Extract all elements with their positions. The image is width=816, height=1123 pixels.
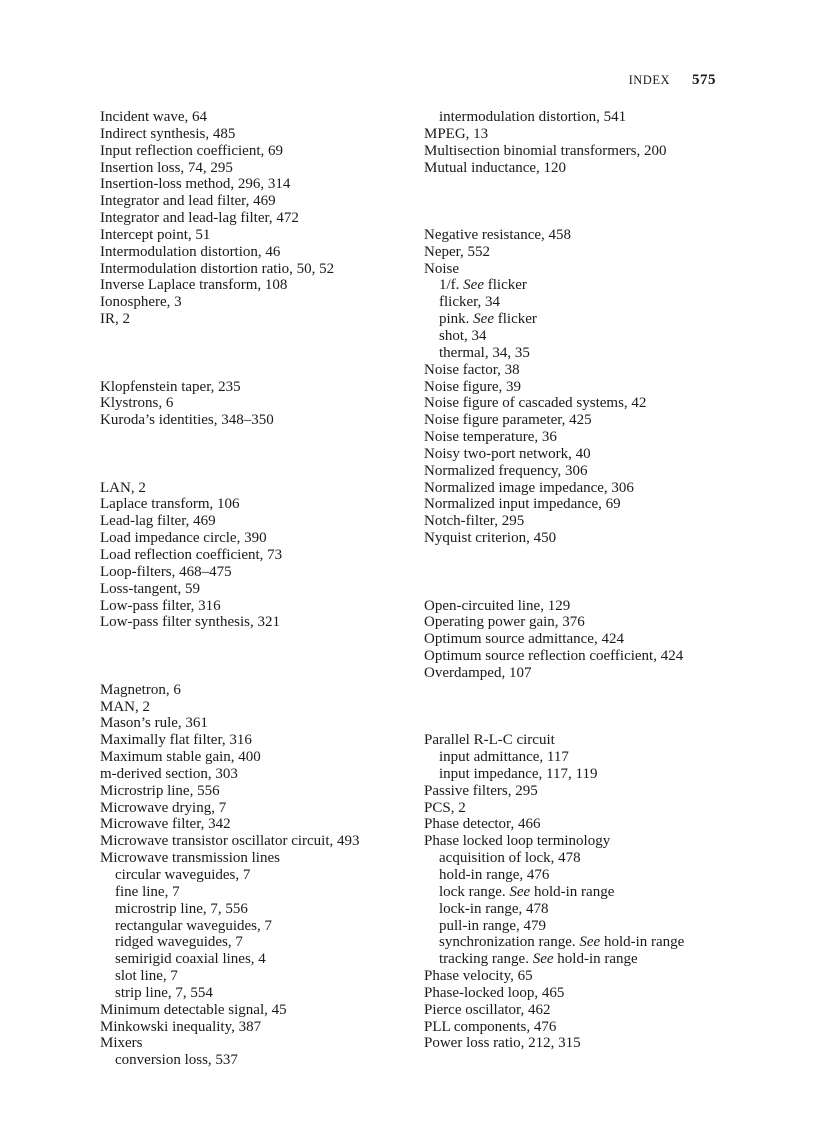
entry-text: Integrator and lead filter, 469: [100, 193, 276, 210]
entry-text: PLL components, 476: [424, 1018, 557, 1035]
entry-text: Noise temperature, 36: [424, 429, 557, 446]
see-reference: See: [463, 277, 484, 294]
index-entry: [100, 126, 410, 143]
index-entry: [100, 850, 410, 867]
index-entry: [100, 564, 410, 581]
entry-text: Load impedance circle, 390: [100, 530, 267, 547]
index-entry: [100, 749, 410, 766]
letter-group-gap: [100, 631, 410, 682]
index-subentry: [100, 968, 410, 985]
entry-text: Microwave transistor oscillator circuit, 493: [100, 833, 360, 850]
entry-text: Phase velocity, 65: [424, 968, 533, 985]
entry-text: microstrip line, 7, 556: [115, 900, 248, 917]
index-entry: [424, 816, 754, 833]
index-subentry: [100, 1052, 410, 1069]
index-subentry: [424, 311, 754, 328]
index-entry: [424, 1002, 754, 1019]
index-subentry: [424, 918, 754, 935]
entry-text: Phase-locked loop, 465: [424, 984, 565, 1001]
index-subentry: [100, 951, 410, 968]
entry-text: Incident wave, 64: [100, 109, 208, 125]
index-entry: [100, 109, 410, 126]
entry-text: Intercept point, 51: [100, 226, 211, 243]
entry-text: Kuroda’s identities, 348–350: [100, 412, 274, 429]
entry-text: acquisition of lock, 478: [439, 850, 581, 867]
entry-text: Microstrip line, 556: [100, 782, 220, 799]
index-entry: [424, 261, 754, 278]
entry-text: Load reflection coefficient, 73: [100, 546, 283, 563]
index-entry: [100, 1019, 410, 1036]
index-entry: [100, 783, 410, 800]
entry-text: Klopfenstein taper, 235: [100, 378, 241, 395]
index-entry: [100, 143, 410, 160]
entry-text: Open-circuited line, 129: [424, 597, 571, 614]
entry-text: ridged waveguides, 7: [115, 934, 243, 951]
index-entry: [424, 513, 754, 530]
see-reference: See: [473, 311, 494, 328]
index-entry: [424, 968, 754, 985]
index-subentry: [100, 918, 410, 935]
see-target: hold-in range: [557, 951, 638, 968]
see-reference: See: [532, 951, 554, 968]
entry-text: Mixers: [100, 1035, 143, 1052]
entry-text: Insertion loss, 74, 295: [100, 159, 233, 176]
entry-text: Insertion-loss method, 296, 314: [100, 176, 291, 193]
entry-text: Operating power gain, 376: [424, 614, 585, 631]
index-subentry: [424, 867, 754, 884]
index-subentry: [424, 766, 754, 783]
index-entry: [424, 379, 754, 396]
entry-text: Maximally flat filter, 316: [100, 732, 252, 749]
index-entry: [424, 496, 754, 513]
entry-text: Inverse Laplace transform, 108: [100, 277, 288, 294]
entry-text: LAN, 2: [100, 479, 146, 496]
index-entry: [424, 985, 754, 1002]
entry-text: intermodulation distortion, 541: [439, 109, 627, 125]
index-entry: [424, 160, 754, 177]
index-entry: [424, 244, 754, 261]
index-entry: [100, 581, 410, 598]
index-column-right: [424, 109, 754, 1052]
index-column-left: [100, 109, 410, 1069]
index-entry: [100, 294, 410, 311]
entry-text: Optimum source reflection coefficient, 424: [424, 648, 684, 665]
index-subentry: [424, 328, 754, 345]
index-entry: [100, 193, 410, 210]
index-entry: [100, 480, 410, 497]
letter-group-gap: [100, 328, 410, 379]
index-entry: [100, 699, 410, 716]
index-entry: [100, 766, 410, 783]
entry-text: Loop-filters, 468–475: [100, 563, 232, 580]
entry-text: slot line, 7: [115, 968, 178, 985]
index-entry: [100, 530, 410, 547]
index-subentry: [424, 884, 754, 901]
entry-text: rectangular waveguides, 7: [115, 917, 273, 934]
index-entry: [424, 614, 754, 631]
entry-text: Microwave transmission lines: [100, 850, 280, 867]
entry-text: Phase detector, 466: [424, 816, 541, 833]
entry-text: Noise factor, 38: [424, 361, 520, 378]
entry-text: Microwave filter, 342: [100, 816, 231, 833]
index-entry: [424, 362, 754, 379]
index-entry: [100, 1002, 410, 1019]
index-entry: [100, 379, 410, 396]
index-entry: [100, 816, 410, 833]
entry-text: tracking range.: [439, 951, 529, 968]
entry-text: semirigid coaxial lines, 4: [115, 951, 266, 968]
entry-text: m-derived section, 303: [100, 765, 238, 782]
index-entry: [424, 648, 754, 665]
entry-text: Negative resistance, 458: [424, 226, 572, 243]
page-number: 575: [692, 72, 716, 88]
entry-text: Power loss ratio, 212, 315: [424, 1035, 581, 1052]
entry-text: 1/f.: [439, 277, 460, 294]
entry-text: hold-in range, 476: [439, 867, 550, 884]
entry-text: Loss-tangent, 59: [100, 580, 200, 597]
letter-group-gap: [424, 176, 754, 227]
index-entry: [424, 395, 754, 412]
entry-text: Parallel R-L-C circuit: [424, 732, 555, 749]
index-entry: [424, 1019, 754, 1036]
index-entry: [100, 277, 410, 294]
entry-text: Low-pass filter synthesis, 321: [100, 614, 280, 631]
index-entry: [424, 446, 754, 463]
index-entry: [100, 496, 410, 513]
index-subentry: [424, 850, 754, 867]
entry-text: thermal, 34, 35: [439, 344, 530, 361]
entry-text: Noise figure of cascaded systems, 42: [424, 395, 647, 412]
entry-text: synchronization range.: [439, 934, 576, 951]
entry-text: Neper, 552: [424, 243, 491, 260]
entry-text: Low-pass filter, 316: [100, 597, 221, 614]
index-subentry: [424, 277, 754, 294]
entry-text: Mutual inductance, 120: [424, 159, 567, 176]
entry-text: Klystrons, 6: [100, 395, 174, 412]
index-entry: [100, 244, 410, 261]
entry-text: Phase locked loop terminology: [424, 833, 611, 850]
entry-text: input admittance, 117: [439, 749, 569, 766]
index-entry: [100, 160, 410, 177]
see-target: flicker: [487, 277, 527, 294]
entry-text: Normalized input impedance, 69: [424, 496, 621, 513]
entry-text: Input reflection coefficient, 69: [100, 142, 283, 159]
index-entry: [424, 429, 754, 446]
index-entry: [100, 598, 410, 615]
index-subentry: [424, 109, 754, 126]
index-entry: [424, 530, 754, 547]
index-entry: [100, 682, 410, 699]
index-entry: [100, 732, 410, 749]
index-entry: [424, 665, 754, 682]
index-entry: [424, 732, 754, 749]
index-entry: [424, 1035, 754, 1052]
entry-text: pull-in range, 479: [439, 917, 547, 934]
entry-text: PCS, 2: [424, 799, 466, 816]
index-entry: [424, 126, 754, 143]
index-subentry: [100, 867, 410, 884]
index-subentry: [100, 934, 410, 951]
letter-group-gap: [424, 547, 754, 598]
entry-text: Overdamped, 107: [424, 664, 532, 681]
index-entry: [424, 833, 754, 850]
header-title: INDEX: [628, 73, 670, 87]
index-entry: [100, 513, 410, 530]
index-entry: [424, 412, 754, 429]
index-subentry: [424, 951, 754, 968]
index-entry: [424, 227, 754, 244]
entry-text: IR, 2: [100, 311, 130, 328]
entry-text: Ionosphere, 3: [100, 294, 182, 311]
entry-text: Multisection binomial transformers, 200: [424, 142, 667, 159]
index-entry: [424, 631, 754, 648]
index-subentry: [424, 345, 754, 362]
entry-text: Normalized image impedance, 306: [424, 479, 634, 496]
index-entry: [424, 463, 754, 480]
index-entry: [100, 311, 410, 328]
entry-text: Noise figure parameter, 425: [424, 412, 592, 429]
entry-text: MPEG, 13: [424, 125, 489, 142]
entry-text: Pierce oscillator, 462: [424, 1001, 551, 1018]
index-entry: [100, 412, 410, 429]
index-entry: [424, 480, 754, 497]
index-entry: [100, 210, 410, 227]
entry-text: Intermodulation distortion ratio, 50, 52: [100, 260, 335, 277]
entry-text: lock-in range, 478: [439, 900, 549, 917]
entry-text: Noise figure, 39: [424, 378, 522, 395]
index-entry: [424, 800, 754, 817]
entry-text: MAN, 2: [100, 698, 151, 715]
entry-text: input impedance, 117, 119: [439, 765, 598, 782]
index-entry: [424, 598, 754, 615]
entry-text: shot, 34: [439, 327, 487, 344]
index-subentry: [424, 749, 754, 766]
index-entry: [100, 176, 410, 193]
index-subentry: [424, 294, 754, 311]
index-entry: [100, 227, 410, 244]
entry-text: strip line, 7, 554: [115, 984, 213, 1001]
index-subentry: [424, 901, 754, 918]
running-header: [0, 72, 716, 89]
index-entry: [100, 395, 410, 412]
index-entry: [100, 614, 410, 631]
entry-text: Notch-filter, 295: [424, 513, 525, 530]
entry-text: flicker, 34: [439, 294, 501, 311]
entry-text: pink.: [439, 311, 470, 328]
index-entry: [100, 547, 410, 564]
entry-text: circular waveguides, 7: [115, 867, 251, 884]
entry-text: Mason’s rule, 361: [100, 715, 208, 732]
entry-text: conversion loss, 537: [115, 1052, 238, 1069]
index-subentry: [100, 884, 410, 901]
index-entry: [424, 783, 754, 800]
index-subentry: [100, 985, 410, 1002]
index-entry: [100, 800, 410, 817]
see-target: hold-in range: [533, 883, 615, 900]
entry-text: Minkowski inequality, 387: [100, 1018, 262, 1035]
entry-text: Maximum stable gain, 400: [100, 749, 261, 766]
entry-text: Magnetron, 6: [100, 681, 181, 698]
entry-text: Minimum detectable signal, 45: [100, 1001, 287, 1018]
index-subentry: [100, 901, 410, 918]
entry-text: Optimum source admittance, 424: [424, 631, 624, 648]
entry-text: Laplace transform, 106: [100, 496, 240, 513]
entry-text: Passive filters, 295: [424, 782, 538, 799]
entry-text: Noisy two-port network, 40: [424, 445, 591, 462]
index-entry: [100, 1035, 410, 1052]
entry-text: Integrator and lead-lag filter, 472: [100, 210, 299, 227]
letter-group-gap: [100, 429, 410, 480]
entry-text: Microwave drying, 7: [100, 799, 227, 816]
entry-text: lock range.: [439, 883, 506, 900]
index-entry: [100, 715, 410, 732]
index-entry: [424, 143, 754, 160]
entry-text: Indirect synthesis, 485: [100, 125, 236, 142]
index-subentry: [424, 934, 754, 951]
entry-text: Noise: [424, 260, 459, 277]
entry-text: fine line, 7: [115, 883, 180, 900]
entry-text: Normalized frequency, 306: [424, 462, 588, 479]
entry-text: Intermodulation distortion, 46: [100, 243, 281, 260]
see-reference: See: [509, 883, 531, 900]
see-reference: See: [579, 934, 601, 951]
index-entry: [100, 261, 410, 278]
index-entry: [100, 833, 410, 850]
see-target: hold-in range: [603, 934, 685, 951]
entry-text: Nyquist criterion, 450: [424, 530, 557, 547]
see-target: flicker: [497, 311, 537, 328]
entry-text: Lead-lag filter, 469: [100, 513, 216, 530]
letter-group-gap: [424, 682, 754, 733]
